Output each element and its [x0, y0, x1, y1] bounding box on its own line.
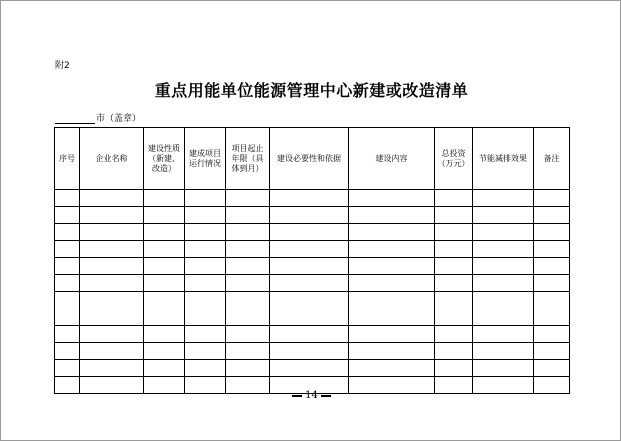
table-cell[interactable]: [226, 275, 270, 292]
table-cell[interactable]: [270, 326, 349, 343]
table-cell[interactable]: [534, 241, 570, 258]
table-row: [55, 326, 570, 343]
header-necessity: 建设必要性和依据: [270, 128, 349, 190]
header-company: 企业名称: [80, 128, 144, 190]
table-cell[interactable]: [80, 224, 144, 241]
table-cell[interactable]: [534, 360, 570, 377]
table-cell[interactable]: [80, 207, 144, 224]
table-cell[interactable]: [435, 343, 473, 360]
table-cell[interactable]: [349, 190, 435, 207]
table-cell[interactable]: [185, 190, 226, 207]
table-cell[interactable]: [270, 343, 349, 360]
table-cell[interactable]: [226, 241, 270, 258]
table-cell[interactable]: [144, 190, 185, 207]
table-cell[interactable]: [270, 190, 349, 207]
table-cell[interactable]: [185, 275, 226, 292]
table-header-row: [55, 128, 570, 190]
table-row: [55, 190, 570, 207]
footer-dash-left: [292, 395, 302, 397]
header-nature: 建设性质 （新建、 改造）: [144, 128, 185, 190]
header-content: 建设内容: [349, 128, 435, 190]
header-effect: 节能减排效果: [473, 128, 534, 190]
table-cell[interactable]: [349, 326, 435, 343]
table-row: [55, 343, 570, 360]
table-row: [55, 224, 570, 241]
table-cell[interactable]: [185, 207, 226, 224]
table-cell[interactable]: [349, 207, 435, 224]
table-cell[interactable]: [144, 224, 185, 241]
page-number: 14: [305, 390, 318, 401]
city-seal-label: 市（盖章）: [96, 114, 142, 124]
table-row: [55, 241, 570, 258]
header-investment: 总投资 （万元）: [435, 128, 473, 190]
table-cell[interactable]: [349, 258, 435, 275]
table-cell[interactable]: [270, 241, 349, 258]
table-cell[interactable]: [185, 292, 226, 326]
table-cell[interactable]: [349, 343, 435, 360]
table-cell[interactable]: [534, 258, 570, 275]
table-cell[interactable]: [349, 275, 435, 292]
table-cell[interactable]: [144, 258, 185, 275]
attachment-label: 附2: [55, 61, 70, 71]
table-cell[interactable]: [534, 326, 570, 343]
table-cell[interactable]: [55, 207, 80, 224]
table-cell[interactable]: [55, 292, 80, 326]
table-cell[interactable]: [226, 326, 270, 343]
table-cell[interactable]: [435, 275, 473, 292]
table-cell[interactable]: [349, 360, 435, 377]
table-cell[interactable]: [80, 326, 144, 343]
city-name-blank[interactable]: [55, 114, 95, 124]
table-cell[interactable]: [185, 343, 226, 360]
page-title: 重点用能单位能源管理中心新建或改造清单: [154, 81, 469, 100]
city-seal-line: [55, 111, 141, 124]
table-cell[interactable]: [80, 258, 144, 275]
table-cell[interactable]: [349, 224, 435, 241]
table-cell[interactable]: [55, 326, 80, 343]
table-cell[interactable]: [55, 190, 80, 207]
table-cell[interactable]: [473, 292, 534, 326]
table-cell[interactable]: [55, 241, 80, 258]
table-cell[interactable]: [473, 360, 534, 377]
table-cell[interactable]: [55, 224, 80, 241]
table-cell[interactable]: [226, 207, 270, 224]
table-cell[interactable]: [435, 326, 473, 343]
table-cell[interactable]: [534, 224, 570, 241]
table-cell[interactable]: [55, 258, 80, 275]
table-row: [55, 258, 570, 275]
table-cell[interactable]: [473, 224, 534, 241]
table-cell[interactable]: [270, 207, 349, 224]
table-cell[interactable]: [80, 360, 144, 377]
table-cell[interactable]: [473, 275, 534, 292]
table-cell[interactable]: [185, 241, 226, 258]
table-cell[interactable]: [55, 343, 80, 360]
table-cell[interactable]: [80, 343, 144, 360]
project-list-table: [54, 127, 570, 394]
table-cell[interactable]: [435, 190, 473, 207]
table-cell[interactable]: [473, 207, 534, 224]
table-cell[interactable]: [80, 275, 144, 292]
table-cell[interactable]: [435, 224, 473, 241]
page-footer: [1, 390, 621, 401]
table-cell[interactable]: [226, 190, 270, 207]
table-cell[interactable]: [55, 275, 80, 292]
table-cell[interactable]: [270, 292, 349, 326]
table-cell[interactable]: [349, 241, 435, 258]
header-serial: 序号: [55, 128, 80, 190]
table-row: [55, 207, 570, 224]
table-cell[interactable]: [534, 275, 570, 292]
table-cell[interactable]: [185, 360, 226, 377]
table-cell[interactable]: [144, 275, 185, 292]
table-cell[interactable]: [534, 292, 570, 326]
table-cell[interactable]: [144, 292, 185, 326]
table-cell[interactable]: [144, 241, 185, 258]
table-cell[interactable]: [534, 190, 570, 207]
table-cell[interactable]: [473, 241, 534, 258]
table-cell[interactable]: [80, 241, 144, 258]
table-cell[interactable]: [473, 190, 534, 207]
table-cell[interactable]: [534, 207, 570, 224]
table-cell[interactable]: [226, 360, 270, 377]
table-cell[interactable]: [144, 343, 185, 360]
table-cell[interactable]: [80, 292, 144, 326]
header-operation: 建成项目 运行情况: [185, 128, 226, 190]
table-cell[interactable]: [435, 258, 473, 275]
table-cell[interactable]: [185, 258, 226, 275]
table-row: [55, 275, 570, 292]
table-cell[interactable]: [270, 258, 349, 275]
footer-dash-right: [321, 395, 331, 397]
table-cell[interactable]: [270, 224, 349, 241]
table-cell[interactable]: [144, 360, 185, 377]
table-cell[interactable]: [144, 326, 185, 343]
header-remarks: 备注: [534, 128, 570, 190]
table-cell[interactable]: [226, 343, 270, 360]
table-cell[interactable]: [349, 292, 435, 326]
header-period: 项目起止 年限（具 体到月）: [226, 128, 270, 190]
table-cell[interactable]: [226, 258, 270, 275]
table-cell[interactable]: [226, 292, 270, 326]
table-cell[interactable]: [473, 343, 534, 360]
table-cell[interactable]: [270, 360, 349, 377]
table-cell[interactable]: [270, 275, 349, 292]
table-row: [55, 360, 570, 377]
table-cell[interactable]: [80, 190, 144, 207]
table-cell[interactable]: [435, 241, 473, 258]
table-row: [55, 292, 570, 326]
table-cell[interactable]: [185, 224, 226, 241]
table-cell[interactable]: [226, 224, 270, 241]
table-cell[interactable]: [435, 292, 473, 326]
table-cell[interactable]: [473, 326, 534, 343]
table-cell[interactable]: [534, 343, 570, 360]
table-cell[interactable]: [185, 326, 226, 343]
table-cell[interactable]: [473, 258, 534, 275]
table-cell[interactable]: [435, 207, 473, 224]
table-cell[interactable]: [55, 360, 80, 377]
table-cell[interactable]: [144, 207, 185, 224]
table-cell[interactable]: [435, 360, 473, 377]
